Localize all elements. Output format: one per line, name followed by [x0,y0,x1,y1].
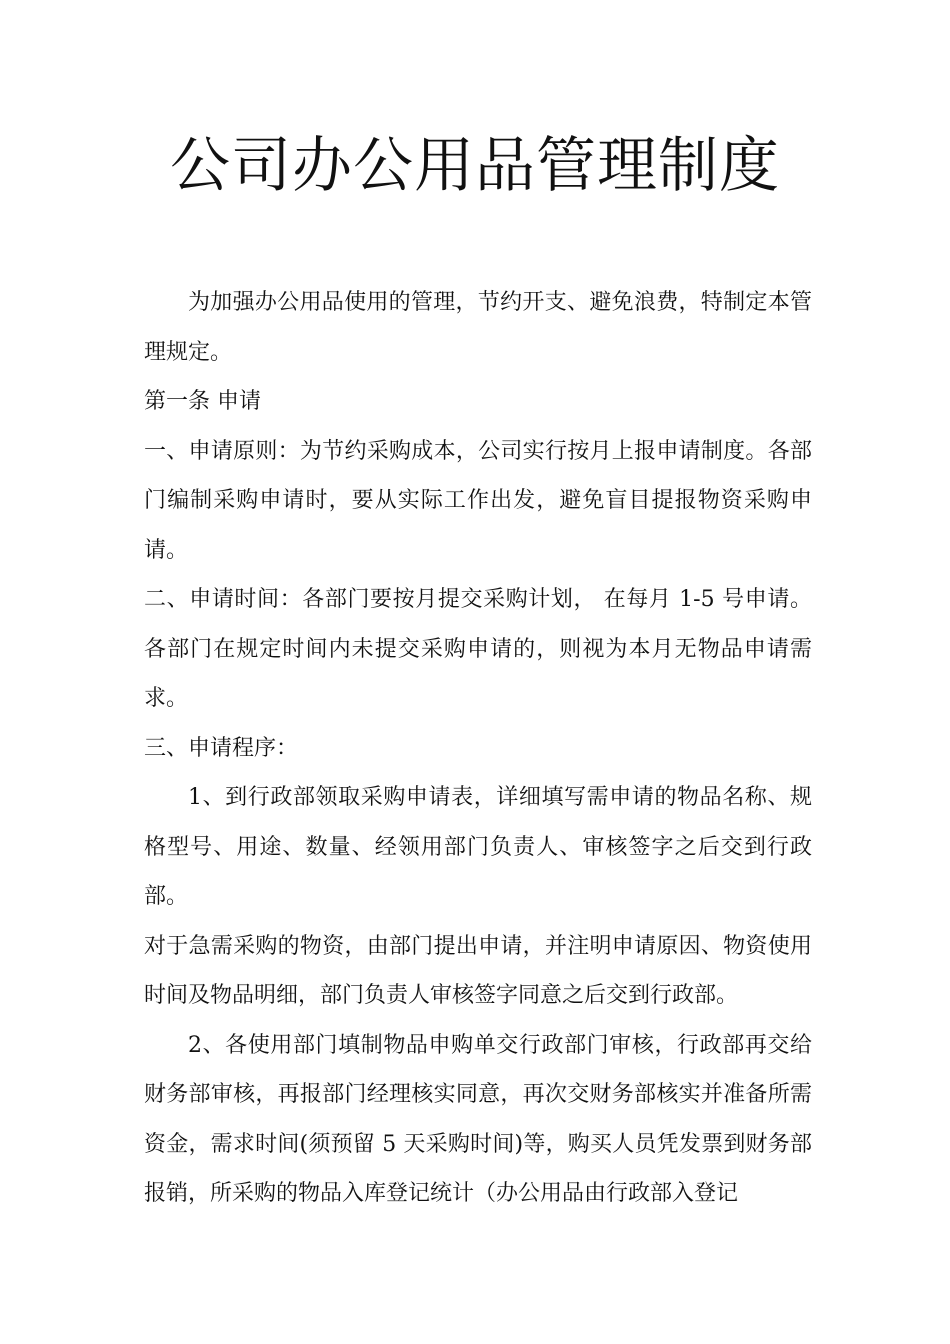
urgent-procurement-paragraph: 对于急需采购的物资，由部门提出申请，并注明申请原因、物资使用时间及物品明细，部门负责人审核签字同意之后交到行政部。 [144,933,812,1008]
intro-paragraph: 为加强办公用品使用的管理，节约开支、避免浪费，特制定本管理规定。 [144,290,812,365]
section-principle: 一、申请原则：为节约采购成本，公司实行按月上报申请制度。各部门编制采购申请时，要从实际工作出发，避免盲目提报物资采购申请。 [144,438,812,563]
article-heading: 第一条 申请 [144,389,261,414]
section-procedure-heading: 三、申请程序： [144,735,299,761]
procedure-step-1: 1、到行政部领取采购申请表，详细填写需申请的物品名称、规格型号、用途、数量、经领用部门负责人、审核签字之后交到行政部。 [144,785,812,909]
document-title: 公司办公用品管理制度 [170,131,780,201]
section-time: 二、申请时间：各部门要按月提交采购计划， 在每月 1-5 号申请。各部门在规定时间内未提交采购申请的，则视为本月无物品申请需求。 [144,587,812,711]
document-body [144,278,812,1219]
procedure-step-2: 2、各使用部门填制物品申购单交行政部门审核，行政部再交给财务部审核，再报部门经理核实同意，再次交财务部核实并准备所需资金，需求时间(须预留 5 天采购时间)等，购买人员凭发票到财务部报销，所采购的物品入库登记统计（办公用品由行政部入登记 [144,1032,812,1206]
